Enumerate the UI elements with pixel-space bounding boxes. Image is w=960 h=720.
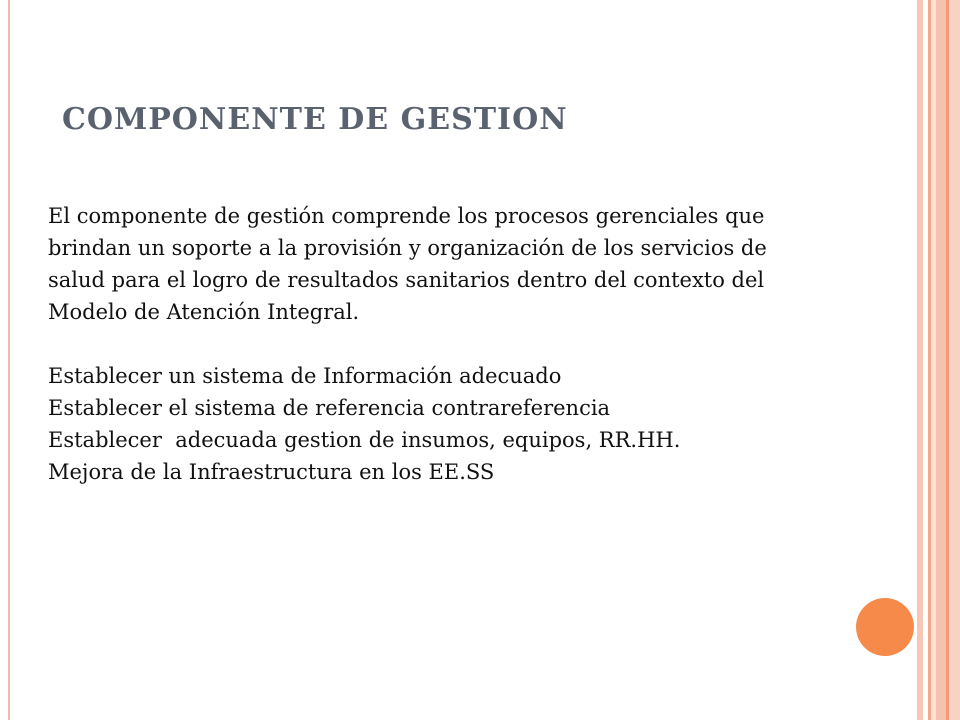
slide-title: COMPONENTE DE GESTION xyxy=(62,102,568,137)
action-item: Establecer el sistema de referencia contrareferencia xyxy=(48,396,611,420)
intro-line: Modelo de Atención Integral. xyxy=(48,300,360,324)
right-stripe xyxy=(936,0,946,720)
intro-paragraph xyxy=(48,200,888,328)
orange-circle-decoration xyxy=(856,598,914,656)
intro-line: salud para el logro de resultados sanitarios dentro del contexto del xyxy=(48,268,765,292)
action-item: Mejora de la Infraestructura en los EE.SS xyxy=(48,460,495,484)
intro-line: El componente de gestión comprende los procesos gerenciales que xyxy=(48,204,765,228)
intro-line: brindan un soporte a la provisión y organización de los servicios de xyxy=(48,236,767,260)
action-item: Establecer un sistema de Información adecuado xyxy=(48,364,562,388)
action-item: Establecer adecuada gestion de insumos, equipos, RR.HH. xyxy=(48,428,681,452)
slide-body xyxy=(48,200,888,488)
right-stripe xyxy=(949,0,960,720)
action-list xyxy=(48,360,888,488)
left-border-line xyxy=(8,0,10,720)
